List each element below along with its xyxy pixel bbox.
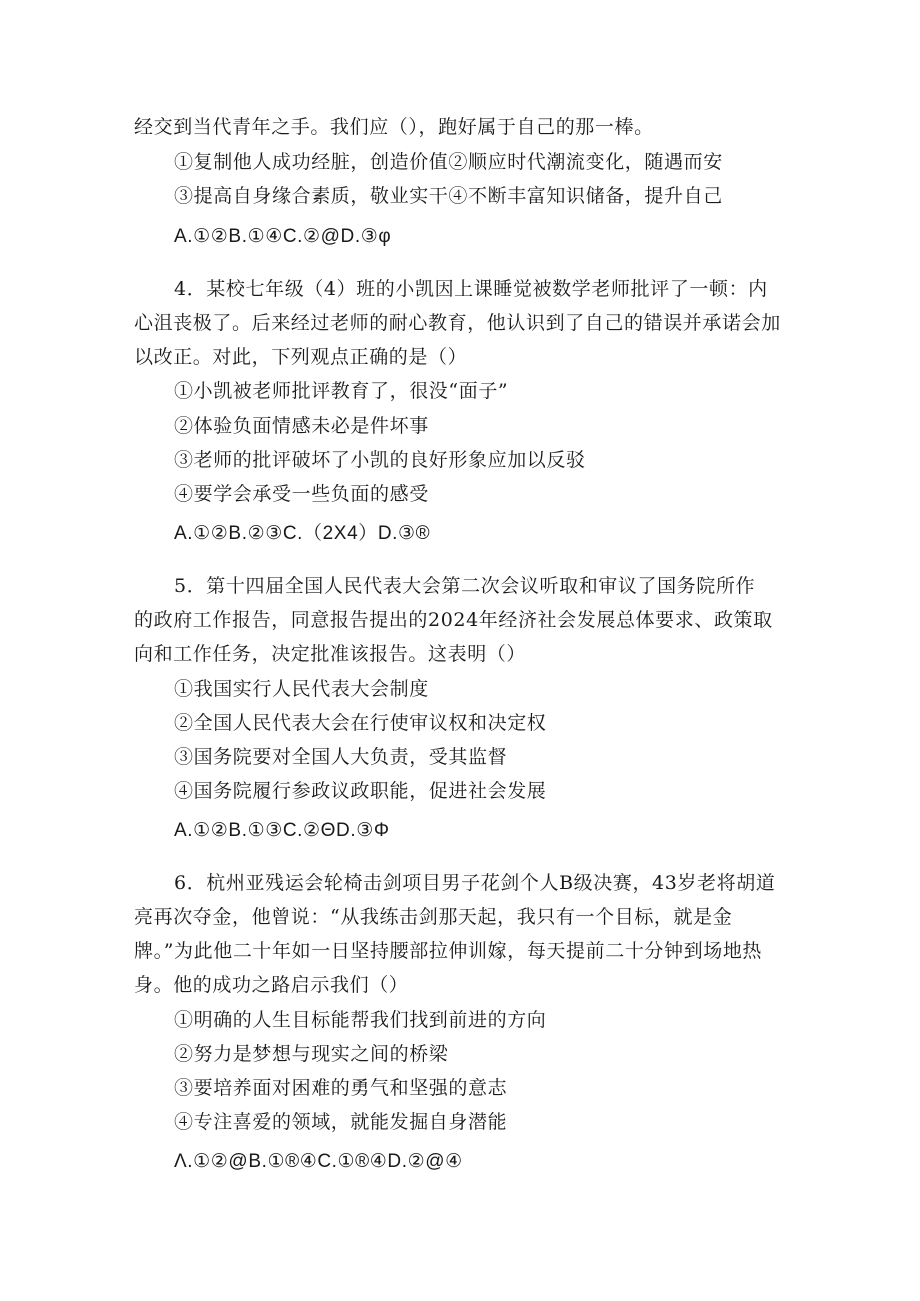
q6-stem-line-2: 亮再次夺金，他曾说：“从我练击剑那天起，我只有一个目标，就是金 bbox=[134, 906, 733, 928]
q5-option-2: ②全国人民代表大会在行使审议权和决定权 bbox=[174, 712, 547, 734]
q4-option-3: ③老师的批评破坏了小凯的良好形象应加以反驳 bbox=[174, 449, 586, 471]
q3-answer-choices: A.①②B.①④C.②@D.③φ bbox=[174, 226, 392, 247]
q6-option-2: ②努力是梦想与现实之间的桥梁 bbox=[174, 1043, 449, 1065]
q5-stem-line-3: 向和工作任务，决定批准该报告。这表明（） bbox=[134, 643, 527, 665]
q6-stem-line-1: 6．杭州亚残运会轮椅击剑项目男子花剑个人B级决赛，43岁老将胡道 bbox=[174, 872, 776, 894]
q4-stem-line-1: 4．某校七年级（4）班的小凯因上课睡觉被数学老师批评了一顿：内 bbox=[174, 278, 768, 300]
q5-option-4: ④国务院履行参政议政职能，促进社会发展 bbox=[174, 780, 547, 802]
q6-option-1: ①明确的人生目标能帮我们找到前进的方向 bbox=[174, 1009, 547, 1031]
q4-option-4: ④要学会承受一些负面的感受 bbox=[174, 483, 429, 505]
q3-option-line-2: ③提高自身缘合素质，敬业实干④不断丰富知识储备，提升自己 bbox=[174, 185, 723, 207]
q4-stem-line-3: 以改正。对此，下列观点正确的是（） bbox=[134, 346, 468, 368]
q5-option-3: ③国务院要对全国人大负责，受其监督 bbox=[174, 746, 508, 768]
q5-option-1: ①我国实行人民代表大会制度 bbox=[174, 678, 429, 700]
q4-answer-choices: A.①②B.②③C.（2X4）D.③® bbox=[174, 523, 431, 544]
q5-stem-line-1: 5．第十四届全国人民代表大会第二次会议听取和审议了国务院所作 bbox=[174, 575, 756, 597]
q4-option-1: ①小凯被老师批评教育了，很没“面子” bbox=[174, 380, 509, 402]
q6-option-4: ④专注喜爱的领域，就能发掘自身潜能 bbox=[174, 1111, 508, 1133]
q3-stem-tail: 经交到当代青年之手。我们应（），跑好属于自己的那一棒。 bbox=[134, 116, 654, 138]
q4-stem-line-2: 心沮丧极了。后来经过老师的耐心教育，他认识到了自己的错误并承诺会加 bbox=[134, 312, 781, 334]
q6-stem-line-3: 牌。”为此他二十年如一日坚持腰部拉伸训嫁，每天提前二十分钟到场地热 bbox=[134, 940, 763, 962]
q4-option-2: ②体验负面情感未必是件坏事 bbox=[174, 415, 429, 437]
q6-stem-line-4: 身。他的成功之路启示我们（） bbox=[134, 974, 409, 996]
q5-stem-line-2: 的政府工作报告，同意报告提出的2024年经济社会发展总体要求、政策取 bbox=[134, 609, 773, 631]
q6-answer-choices: Λ.①②@B.①®④C.①®④D.②@④ bbox=[174, 1151, 463, 1172]
q3-option-line-1: ①复制他人成功经脏，创造价值②顺应时代潮流变化，随遇而安 bbox=[174, 151, 723, 173]
q5-answer-choices: A.①②B.①③C.②ΘD.③Φ bbox=[174, 820, 390, 841]
q6-option-3: ③要培养面对困难的勇气和坚强的意志 bbox=[174, 1077, 508, 1099]
